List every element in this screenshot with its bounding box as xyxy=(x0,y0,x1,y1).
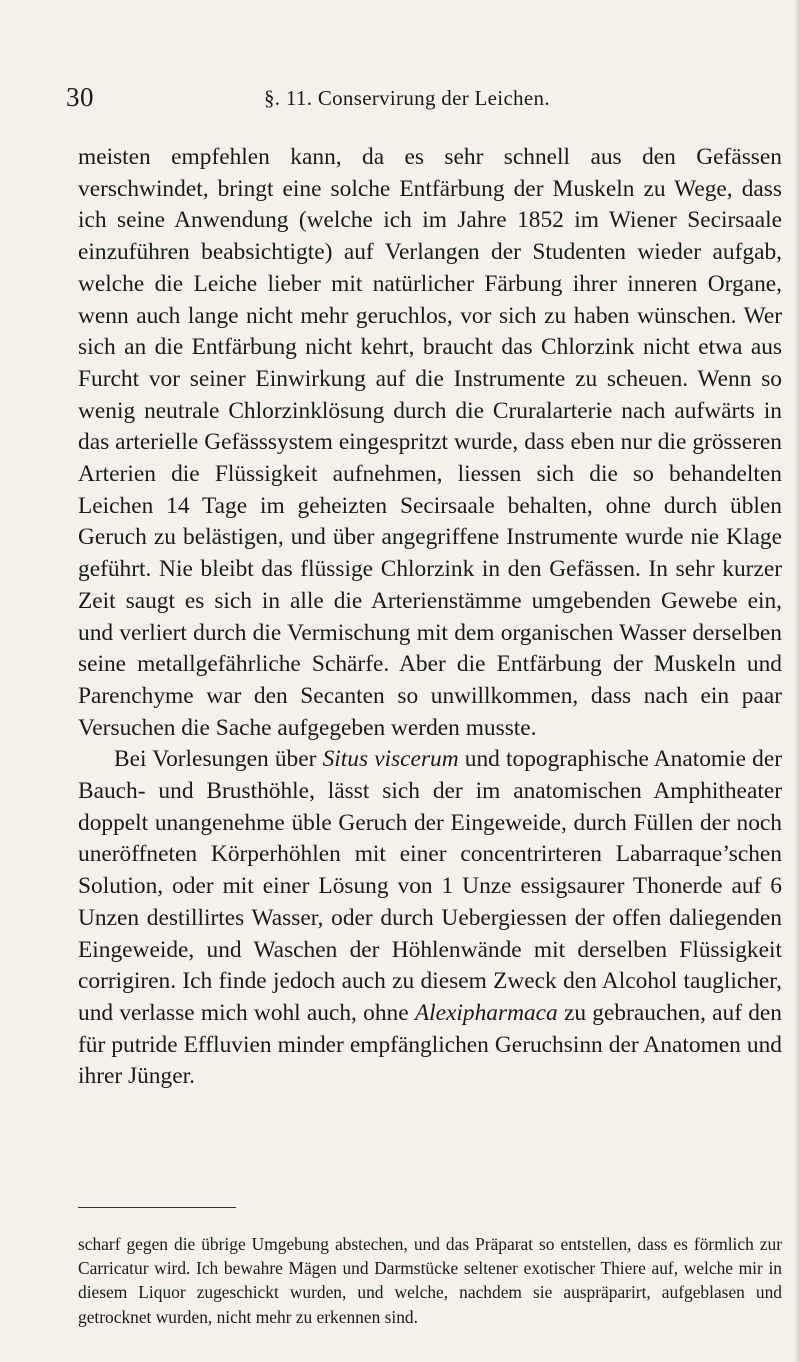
page-number: 30 xyxy=(66,82,94,112)
page-header xyxy=(66,82,700,112)
paragraph-segment: und topographische Anatomie der Bauch- und Brusthöhle, lässt sich der im anatomischen Amphitheater doppelt unangenehme üble Geruch der Eingeweide, durch Füllen der noch uneröffneten Körperhöhlen mit einer concentrirteren Labarraque’schen Solution, oder mit einer Lösung von 1 Unze essigsaurer Thonerde auf 6 Unzen destillirtes Wasser, oder durch Uebergiessen der offen daliegenden Eingeweide, und Waschen der Höhlenwände mit derselben Flüssigkeit corrigiren. Ich finde jedoch auch zu diesem Zweck den Alcohol tauglicher, und verlasse mich wohl auch, ohne xyxy=(78,746,783,1026)
paragraph-continued: meisten empfehlen kann, da es sehr schnell aus den Gefässen verschwindet, bringt eine solche Entfärbung der Muskeln zu Wege, dass ich seine Anwendung (welche ich im Jahre 1852 im Wiener Secirsaale einzuführen beabsichtigte) auf Verlangen der Studenten wieder aufgab, welche die Leiche lieber mit natürlicher Färbung ihrer inneren Organe, wenn auch lange nicht mehr geruchlos, vor sich zu haben wünschen. Wer sich an die Entfärbung nicht kehrt, braucht das Chlorzink nicht etwa aus Furcht vor seiner Einwirkung auf die Instrumente zu scheuen. Wenn so wenig neutrale Chlorzinklösung durch die Cruralarterie nach aufwärts in das arterielle Gefässsystem eingespritzt wurde, dass eben nur die grösseren Arterien die Flüssigkeit aufnehmen, liessen sich die so behandelten Leichen 14 Tage im geheizten Secirsaale behalten, ohne durch üblen Geruch zu belästigen, und über angegriffene Instrumente wurde nie Klage geführt. Nie bleibt das flüssige Chlorzink in den Gefässen. In sehr kurzer Zeit saugt es sich in alle die Arterienstämme umgebenden Gewebe ein, und verliert durch die Vermischung mit dem organischen Wasser derselben seine metallgefährliche Schärfe. Aber die Entfärbung der Muskeln und Parenchyme war den Secanten so unwillkommen, dass nach ein paar Versuchen die Sache aufgegeben werden musste. xyxy=(78,144,782,741)
paragraph-segment: Bei Vorlesungen über xyxy=(114,746,323,773)
running-head: §. 11. Conservirung der Leichen. xyxy=(264,86,550,110)
paragraph-segment: zu gebrauchen, auf den für putride Effluvien minder empfänglichen Geruchsinn der Anatomen und ihrer Jünger. xyxy=(78,999,783,1090)
italic-term-alexipharmaca: Alexipharmaca xyxy=(414,999,558,1026)
page-edge-shadow xyxy=(794,0,800,1362)
footnote: scharf gegen die übrige Umgebung abstechen, und das Präparat so entstellen, dass es förmlich zur Carricatur wird. Ich bewahre Mägen und Darmstücke seltener exotischer Thiere auf, welche mir in diesem Liquor zugeschickt wurden, und welche, nachdem sie auspräparirt, aufgeblasen und getrocknet wurden, nicht mehr zu erkennen sind. xyxy=(78,1234,782,1327)
main-text xyxy=(78,142,782,1093)
italic-term-situs-viscerum: Situs viscerum xyxy=(322,746,459,773)
footnote-divider xyxy=(78,1207,236,1208)
paragraph-vorlesungen xyxy=(78,744,782,1093)
